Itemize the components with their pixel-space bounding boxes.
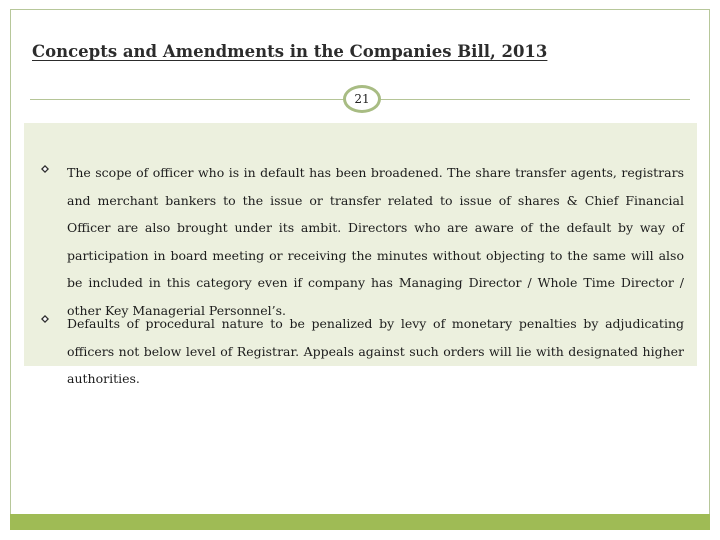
diamond-bullet-icon xyxy=(41,165,49,173)
content-panel xyxy=(24,123,697,386)
slide-frame xyxy=(10,9,710,529)
slide-title: Concepts and Amendments in the Companies Bill, 2013 xyxy=(32,42,548,61)
page-number: 21 xyxy=(354,92,370,106)
footer-accent-bar xyxy=(10,514,710,530)
diamond-bullet-icon xyxy=(41,315,49,323)
bullet-text-officer-in-default: The scope of officer who is in default has been broadened. The share transfer agents, registrars and merchant bankers to the issue or transfer related to issue of shares & Chief Financial Officer are also brought under its ambit. Directors who are aware of the default by way of participation in board meeting or receiving the minutes without objecting to the same will also be included in this category even if company has Managing Director / Whole Time Director / other Key Managerial Personnel’s. xyxy=(67,165,684,318)
bullet-text-procedural-defaults: Defaults of procedural nature to be penalized by levy of monetary penalties by adjudicating officers not below level of Registrar. Appeals against such orders will lie with designated higher authorities. xyxy=(67,316,684,386)
page-number-badge xyxy=(343,85,381,113)
